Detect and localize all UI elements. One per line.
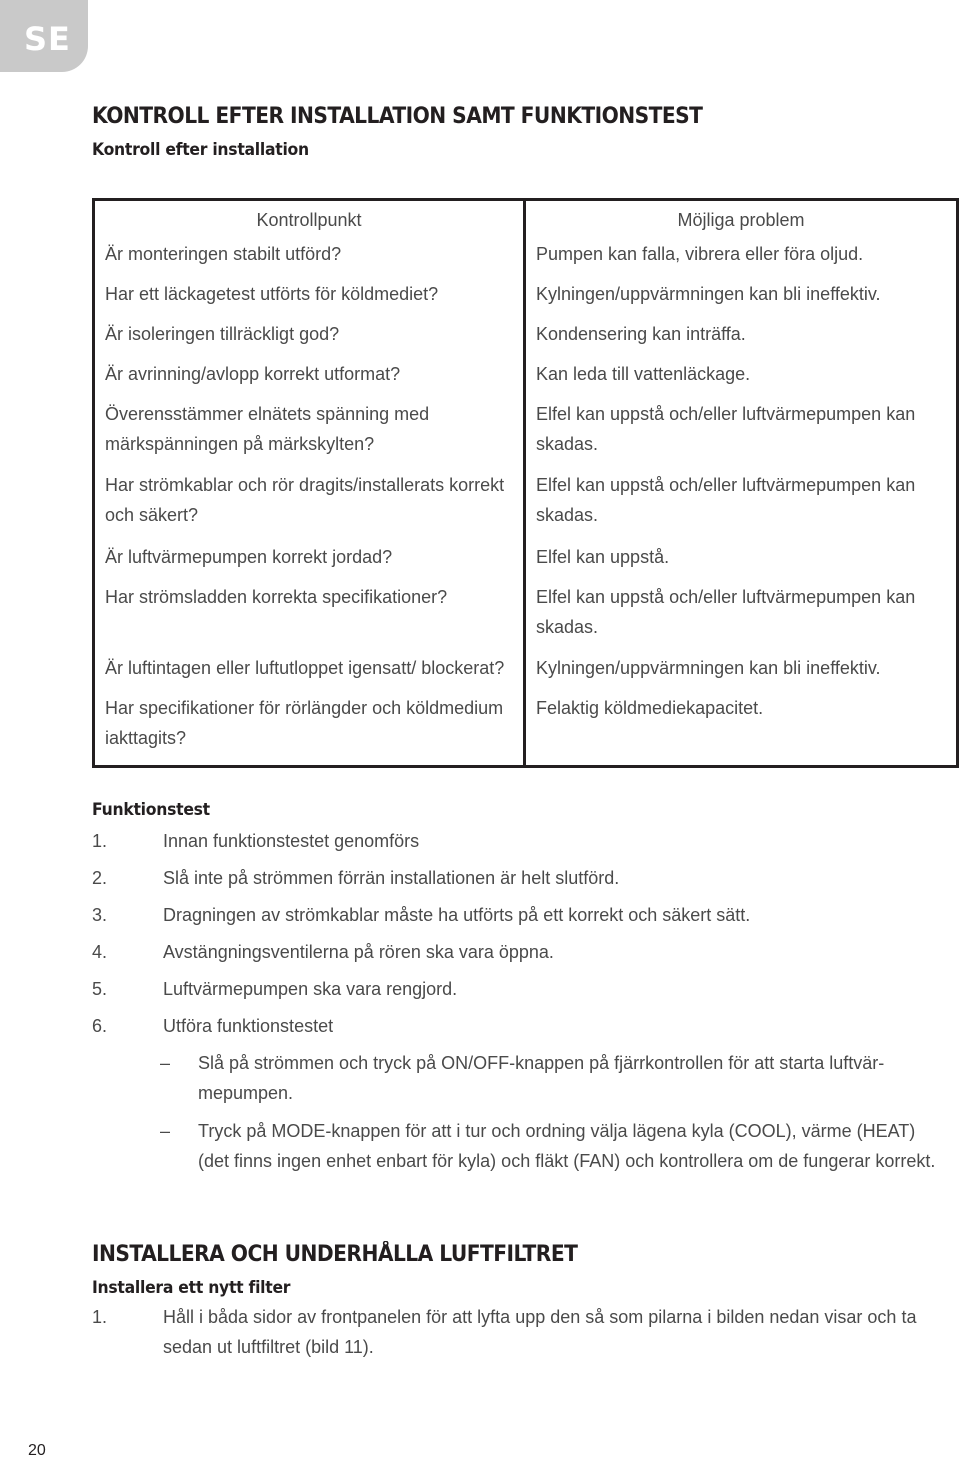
table-row xyxy=(94,653,958,693)
checkpoint-cell: Är monteringen stabilt utförd? xyxy=(94,239,525,279)
step-text: Dragningen av strömkablar måste ha utförts på ett korrekt och säkert sätt. xyxy=(163,905,751,925)
table-row xyxy=(94,470,958,542)
checkpoint-cell: Har strömsladden korrekta specifikationer? xyxy=(94,582,525,654)
language-code: SE xyxy=(24,20,71,58)
substep-text: Tryck på MODE-knappen för att i tur och ordning välja lägena kyla (COOL), värme (HEAT) (det finns ingen enhet enbart för kyla) och fläkt (FAN) och kontrollera om de fungerar korrekt. xyxy=(198,1121,936,1171)
problem-cell: Elfel kan uppstå och/eller luftvärmepumpen kan skadas. xyxy=(525,470,958,542)
problem-cell: Kondensering kan inträffa. xyxy=(525,319,958,359)
list-item xyxy=(92,974,952,1011)
page-number: 20 xyxy=(28,1442,46,1459)
table-row xyxy=(94,542,958,582)
step-number: 6. xyxy=(92,1016,108,1036)
step-text: Slå inte på strömmen förrän installationen är helt slutförd. xyxy=(163,868,620,888)
step-number: 1. xyxy=(92,831,108,851)
checkpoint-cell: Har ett läckagetest utförts för köldmediet? xyxy=(94,279,525,319)
problem-cell: Felaktig köldmediekapacitet. xyxy=(525,693,958,766)
list-item xyxy=(92,826,952,863)
problem-cell: Elfel kan uppstå och/eller luftvärmepumpen kan skadas. xyxy=(525,399,958,471)
step-text: Innan funktionstestet genomförs xyxy=(163,831,420,851)
list-item xyxy=(160,1116,950,1176)
checkpoint-cell: Är isoleringen tillräckligt god? xyxy=(94,319,525,359)
step-text: Avstängningsventilerna på rören ska vara öppna. xyxy=(163,942,554,962)
section-subtitle: Installera ett nytt filter xyxy=(92,1278,291,1298)
table-row xyxy=(94,319,958,359)
problem-cell: Elfel kan uppstå och/eller luftvärmepumpen kan skadas. xyxy=(525,582,958,654)
table-row xyxy=(94,239,958,279)
header-checkpoint: Kontrollpunkt xyxy=(94,200,525,240)
list-item xyxy=(92,1011,952,1048)
step-number: 4. xyxy=(92,942,108,962)
list-item xyxy=(92,863,952,900)
table-row xyxy=(94,693,958,766)
section-title: INSTALLERA OCH UNDERHÅLLA LUFTFILTRET xyxy=(92,1242,578,1267)
header-possible-problem: Möjliga problem xyxy=(525,200,958,240)
checkpoint-cell: Har strömkablar och rör dragits/installerats korrekt och säkert? xyxy=(94,470,525,542)
table-row xyxy=(94,359,958,399)
step-number: 2. xyxy=(92,868,108,888)
checkpoint-cell: Är luftvärmepumpen korrekt jordad? xyxy=(94,542,525,582)
list-item xyxy=(92,937,952,974)
list-item xyxy=(92,900,952,937)
table-row xyxy=(94,279,958,319)
step-text: Luftvärmepumpen ska vara rengjord. xyxy=(163,979,458,999)
step-text: Utföra funktionstestet xyxy=(163,1016,334,1036)
filter-step xyxy=(92,1302,956,1362)
problem-cell: Kylningen/uppvärmningen kan bli ineffektiv. xyxy=(525,653,958,693)
checkpoint-cell: Överensstämmer elnätets spänning med märkspänningen på märkskylten? xyxy=(94,399,525,471)
funktionstest-title: Funktionstest xyxy=(92,800,210,820)
step-text: Håll i båda sidor av frontpanelen för att lyfta upp den så som pilarna i bilden nedan visar och ta sedan ut luftfiltret (bild 11). xyxy=(163,1307,917,1357)
problem-cell: Kan leda till vattenläckage. xyxy=(525,359,958,399)
step-number: 3. xyxy=(92,905,108,925)
step-number: 1. xyxy=(92,1307,108,1327)
funktionstest-substeps xyxy=(160,1048,950,1176)
checklist-table xyxy=(92,198,959,768)
table-row xyxy=(94,582,958,654)
language-tab xyxy=(0,0,88,72)
funktionstest-steps xyxy=(92,826,952,1048)
problem-cell: Kylningen/uppvärmningen kan bli ineffektiv. xyxy=(525,279,958,319)
checkpoint-cell: Är avrinning/avlopp korrekt utformat? xyxy=(94,359,525,399)
checkpoint-cell: Är luftintagen eller luftutloppet igensatt/ blockerat? xyxy=(94,653,525,693)
table-row xyxy=(94,399,958,471)
dash-bullet: – xyxy=(160,1121,171,1141)
substep-text: Slå på strömmen och tryck på ON/OFF-knappen på fjärrkontrollen för att starta luftvär-mepumpen. xyxy=(198,1053,885,1103)
problem-cell: Elfel kan uppstå. xyxy=(525,542,958,582)
list-item xyxy=(160,1048,950,1108)
problem-cell: Pumpen kan falla, vibrera eller föra oljud. xyxy=(525,239,958,279)
section-subtitle: Kontroll efter installation xyxy=(92,140,309,160)
checkpoint-cell: Har specifikationer för rörlängder och köldmedium iakttagits? xyxy=(94,693,525,766)
dash-bullet: – xyxy=(160,1053,171,1073)
step-number: 5. xyxy=(92,979,108,999)
section-title: KONTROLL EFTER INSTALLATION SAMT FUNKTIONSTEST xyxy=(92,104,703,129)
table-header-row xyxy=(94,200,958,240)
